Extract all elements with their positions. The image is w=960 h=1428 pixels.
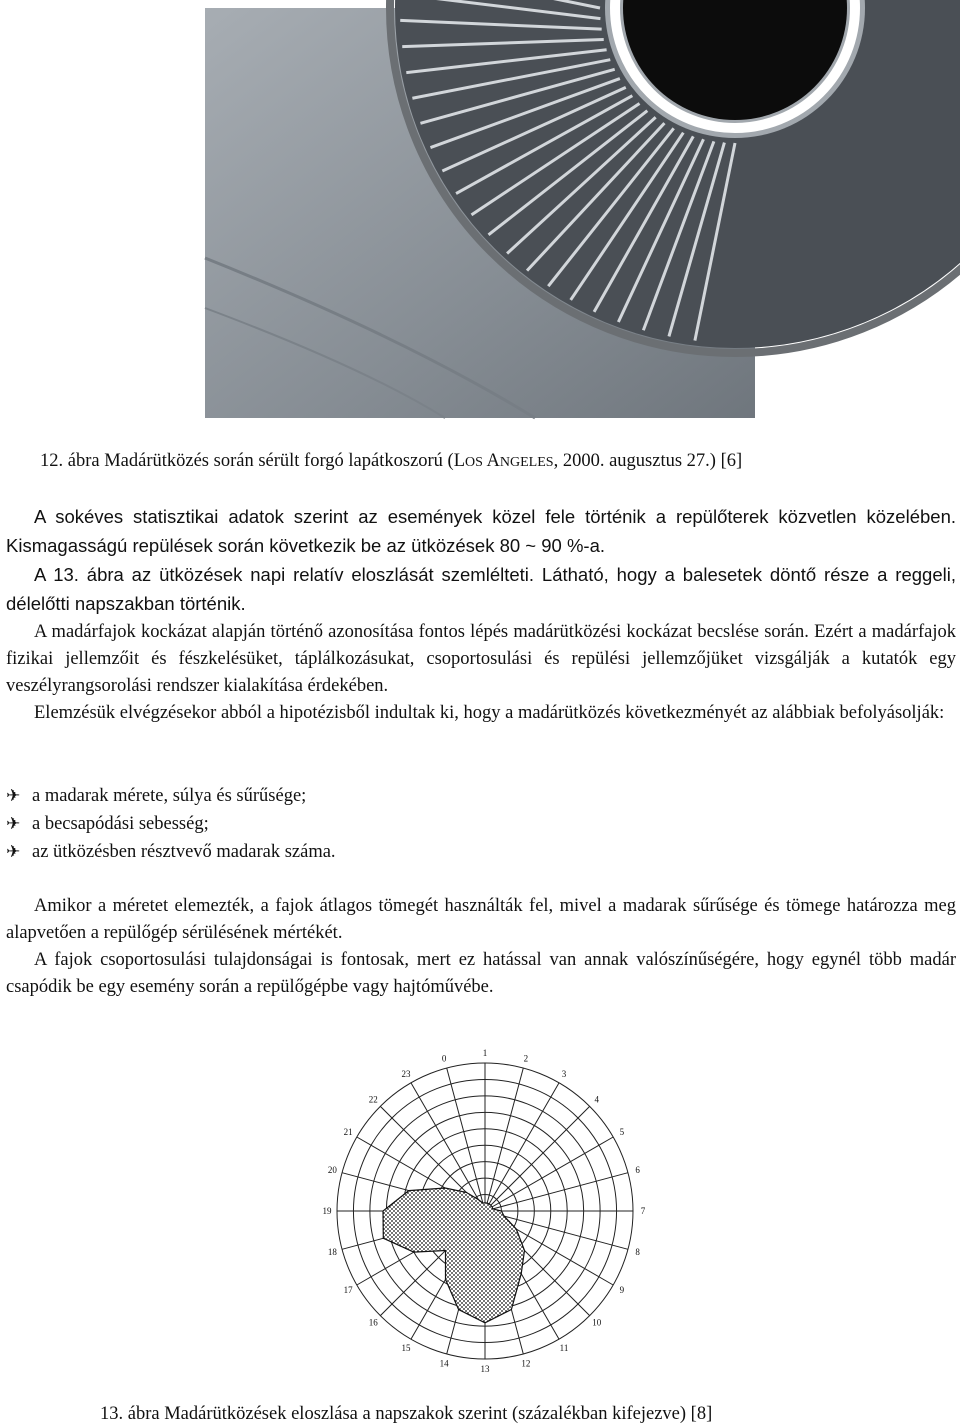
paragraph-risk: A madárfajok kockázat alapján történő azonosítása fontos lépés madárütközési kockázat becslése során. Ezért a madárfajok fizikai jellemzőit és fészkelésüket, táplálkozásukat, csoportosulási és repülési jellemzőjüket vizsgálják a kutatók egy veszélyrangsorolási rendszer kialakítása érdekében. [6,622,956,696]
hour-label: 3 [561,1069,567,1080]
radar-spoke [485,1173,628,1211]
hour-label: 18 [327,1246,337,1257]
body-text-top [6,503,956,727]
hour-label: 4 [594,1094,599,1105]
hour-label: 12 [521,1358,531,1369]
hour-label: 2 [523,1053,529,1064]
airplane-icon: ✈ [6,786,21,806]
radar-chart [322,1030,655,1392]
hour-label: 17 [343,1285,353,1295]
figure-12-caption: 12. ábra Madárütközés során sérült forgó lapátkoszorú (LOS ANGELES, 2000. augusztus 27.) [6] [40,451,743,471]
hour-label: 21 [343,1127,353,1137]
airplane-icon: ✈ [6,842,21,862]
paragraph-statistics: A sokéves statisztikai adatok szerint az események közel fele történik a repülőterek közvetlen közelében. Kismagasságú repülések során következik be az ütközések 80 ~ 90 %-a. A 13. ábra az ütközések napi relatív eloszlását szemlélteti. Látható, hogy a balesetek döntő része a reggeli, délelőtti napszakban történik. [6,506,956,614]
radar-chart-svg [322,1030,655,1392]
list-item: ✈ a becsapódási sebesség; [6,810,336,838]
hour-label: 0 [441,1053,447,1064]
airplane-icon: ✈ [6,814,21,834]
hour-label: 8 [635,1246,640,1257]
hour-label: 6 [635,1165,640,1176]
hour-label: 15 [401,1342,411,1353]
body-text-bottom [6,893,956,1001]
hour-label: 11 [559,1342,569,1353]
paragraph-hypothesis: Elemzésük elvégzésekor abból a hipotézisből indultak ki, hogy a madárütközés következményét az alábbiak befolyásolják: [34,703,945,723]
hour-label: 1 [482,1048,488,1058]
paragraph-grouping: A fajok csoportosulási tulajdonságai is fontosak, mert ez hatással van annak valószínűségére, hogy egynél több madár csapódik be egy esemény során a repülőgépbe vagy hajtóművébe. [6,950,956,997]
hour-label: 5 [619,1127,625,1137]
radar-area [383,1188,525,1323]
factor-list [6,782,336,866]
figure-13-caption: 13. ábra Madárütközések eloszlása a napszakok szerint (százalékban kifejezve) [8] [100,1404,713,1424]
hour-label: 9 [619,1285,625,1295]
hour-label: 19 [322,1206,332,1216]
hour-label: 7 [640,1206,646,1216]
paragraph-size: Amikor a méretet elemezték, a fajok átlagos tömegét használták fel, mivel a madarak sűrűsége és tömege határozza meg alapvetően a repülőgép sérülésének mértékét. [6,896,956,943]
radar-spoke [485,1106,590,1211]
hour-label: 20 [327,1165,337,1176]
engine-fan-photo [205,8,755,418]
radar-spoke [485,1068,523,1211]
hour-label: 22 [368,1094,378,1105]
hour-label: 13 [480,1364,490,1374]
hour-label: 10 [592,1317,602,1328]
hour-label: 14 [439,1358,449,1369]
hour-label: 16 [368,1317,378,1328]
list-item: ✈ a madarak mérete, súlya és sűrűsége; [6,782,336,810]
hour-label: 23 [401,1069,411,1080]
list-item: ✈ az ütközésben résztvevő madarak száma. [6,838,336,866]
